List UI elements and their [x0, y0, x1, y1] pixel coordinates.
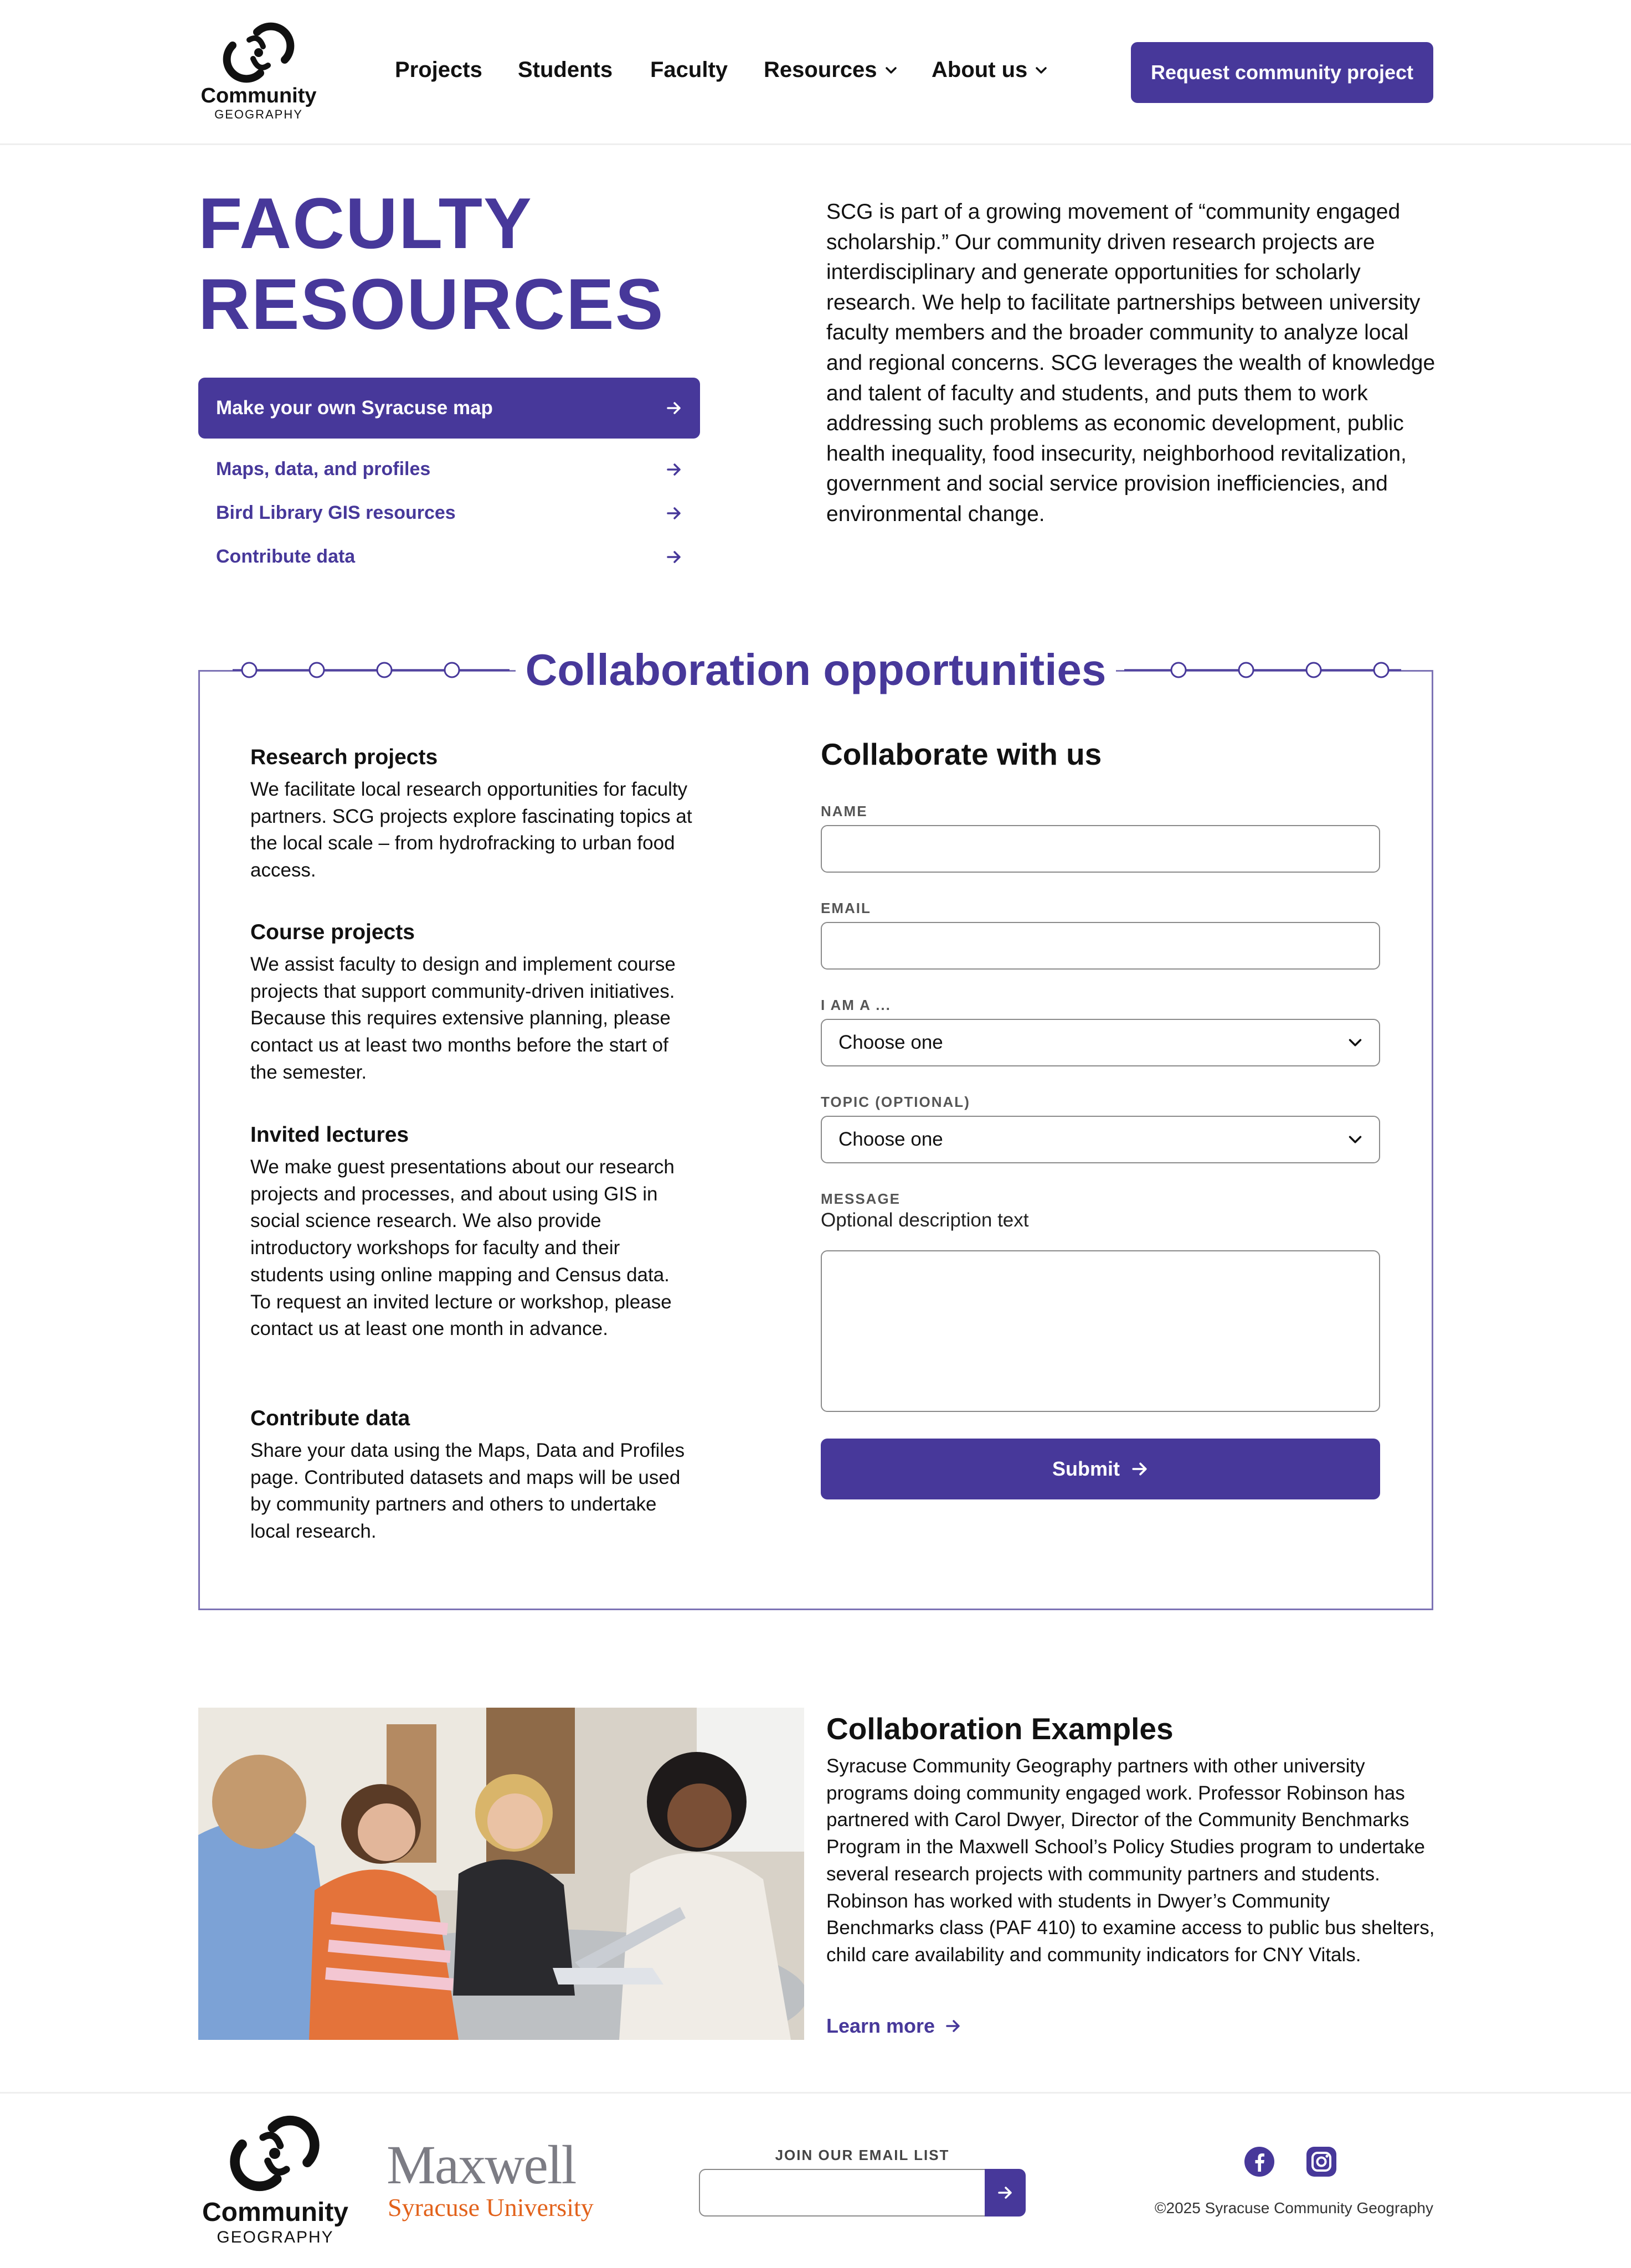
nav-label: About us	[932, 58, 1028, 82]
community-logo-icon	[228, 2115, 321, 2192]
logo-wordmark: Community	[202, 2198, 348, 2227]
submit-label: Submit	[1052, 1457, 1120, 1480]
arrow-right-icon	[666, 549, 682, 565]
opportunity-body: Share your data using the Maps, Data and Profiles page. Contributed datasets and maps will be used by community partners and others to undertake local research.	[250, 1440, 685, 1543]
learn-more-link[interactable]	[826, 2014, 961, 2038]
footer-logo[interactable]	[195, 2115, 356, 2248]
link-label: Bird Library GIS resources	[216, 502, 456, 523]
name-label: NAME	[821, 803, 868, 819]
chevron-down-icon	[1348, 1132, 1362, 1147]
page-title	[198, 183, 697, 344]
nav-students[interactable]	[518, 58, 613, 83]
role-label: I AM A ...	[821, 997, 891, 1013]
topic-label: TOPIC (OPTIONAL)	[821, 1094, 970, 1110]
opportunity-body: We facilitate local research opportunities for faculty partners. SCG projects explore fascinating topics at the local scale – from hydrofracking to urban food access.	[250, 779, 692, 882]
request-project-button[interactable]: Request community project	[1131, 42, 1433, 103]
nav-projects[interactable]	[395, 58, 482, 83]
link-label: Learn more	[826, 2014, 935, 2037]
collaboration-title-wrap	[198, 642, 1433, 698]
logo-wordmark: Community	[200, 84, 317, 107]
instagram-icon	[1306, 2146, 1337, 2177]
chevron-down-icon	[1348, 1035, 1362, 1050]
site-logo[interactable]	[195, 22, 322, 127]
email-label: EMAIL	[821, 900, 871, 916]
nav-label: Resources	[764, 58, 877, 82]
nav-faculty[interactable]	[650, 58, 728, 83]
select-value: Choose one	[838, 1128, 943, 1150]
arrow-right-icon	[666, 505, 682, 522]
maxwell-logo-word: Maxwell	[387, 2134, 576, 2195]
intro-paragraph: SCG is part of a growing movement of “community engaged scholarship.” Our community driven research projects are interdisciplinary and generate opportunities for scholarly research. We help to facilitate partnerships between university faculty members and the broader community to analyze local and regional concerns. SCG leverages the wealth of knowledge and talent of faculty and students, and puts them to work addressing such problems as economic development, public health inequality, food insecurity, neighborhood revitalization, government and social service provision inefficiencies, and environmental change.	[826, 200, 1436, 526]
facebook-link[interactable]	[1244, 2146, 1275, 2177]
title-line-2: RESOURCES	[198, 264, 665, 344]
message-input[interactable]	[821, 1250, 1380, 1412]
maps-data-profiles-link[interactable]	[216, 458, 682, 480]
nav-resources[interactable]	[764, 58, 897, 83]
link-label: Contribute data	[216, 546, 356, 567]
examples-paragraph: Syracuse Community Geography partners with other university programs doing community engaged work. Professor Robinson has partnered with Carol Dwyer, Director of the Community Benchmarks Program in the Maxwell School’s Policy Studies program to undertake several research projects with community partners and students. Robinson has worked with students in Dwyer’s Community Benchmarks class (PAF 410) to examine access to public bus shelters, child care availability and community indicators for CNY Vitals.	[826, 1755, 1435, 1966]
opportunity-title: Invited lectures	[250, 1123, 409, 1147]
community-logo-icon	[222, 22, 296, 83]
opportunity-title: Contribute data	[250, 1406, 410, 1430]
form-title: Collaborate with us	[821, 737, 1102, 771]
message-label: MESSAGE	[821, 1190, 901, 1207]
name-input[interactable]	[821, 825, 1380, 873]
contribute-data-link[interactable]	[216, 546, 682, 568]
message-hint: Optional description text	[821, 1209, 1029, 1231]
chevron-down-icon	[1035, 64, 1047, 76]
arrow-right-icon	[1131, 1460, 1149, 1478]
arrow-right-icon	[945, 2018, 961, 2034]
instagram-link[interactable]	[1306, 2146, 1337, 2177]
email-list-submit-button[interactable]	[985, 2169, 1026, 2217]
link-label: Maps, data, and profiles	[216, 458, 431, 480]
opportunity-body: We assist faculty to design and implement course projects that support community-driven initiatives. Because this requires extensive planning, please contact us at least two months before the start of the semester.	[250, 953, 676, 1083]
nav-label: Students	[518, 58, 613, 82]
opportunity-title: Course projects	[250, 920, 415, 944]
nav-label: Faculty	[650, 58, 728, 82]
copyright-text: ©2025 Syracuse Community Geography	[1154, 2199, 1433, 2217]
nav-label: Projects	[395, 58, 482, 82]
email-list-label: JOIN OUR EMAIL LIST	[775, 2147, 950, 2163]
examples-title: Collaboration Examples	[826, 1712, 1174, 1746]
email-list-input[interactable]	[699, 2169, 987, 2217]
arrow-right-icon	[666, 400, 682, 416]
logo-subtitle: GEOGRAPHY	[214, 107, 303, 121]
link-label: Make your own Syracuse map	[216, 397, 493, 419]
maxwell-logo-sub: Syracuse University	[388, 2193, 594, 2221]
opportunity-body: We make guest presentations about our research projects and processes, and about using GIS in social science research. We also provide introductory workshops for faculty and their students using online mapping and Census data. To request an invited lecture or workshop, please contact us at least one month in advance.	[250, 1156, 675, 1340]
make-map-link[interactable]	[198, 378, 700, 439]
collaboration-title: Collaboration opportunities	[516, 645, 1117, 695]
topic-select[interactable]	[821, 1116, 1380, 1163]
chevron-down-icon	[885, 64, 897, 76]
site-header	[0, 0, 1631, 145]
bird-library-link[interactable]	[216, 502, 682, 524]
facebook-icon	[1244, 2146, 1275, 2177]
collaboration-photo	[198, 1708, 804, 2040]
role-select[interactable]	[821, 1019, 1380, 1066]
arrow-right-icon	[997, 2184, 1013, 2201]
select-value: Choose one	[838, 1032, 943, 1053]
nav-about[interactable]	[932, 58, 1047, 83]
opportunity-title: Research projects	[250, 745, 438, 769]
email-input[interactable]	[821, 922, 1380, 970]
arrow-right-icon	[666, 461, 682, 478]
logo-subtitle: GEOGRAPHY	[217, 2228, 334, 2246]
submit-button[interactable]	[821, 1439, 1380, 1499]
title-line-1: FACULTY	[198, 183, 533, 264]
